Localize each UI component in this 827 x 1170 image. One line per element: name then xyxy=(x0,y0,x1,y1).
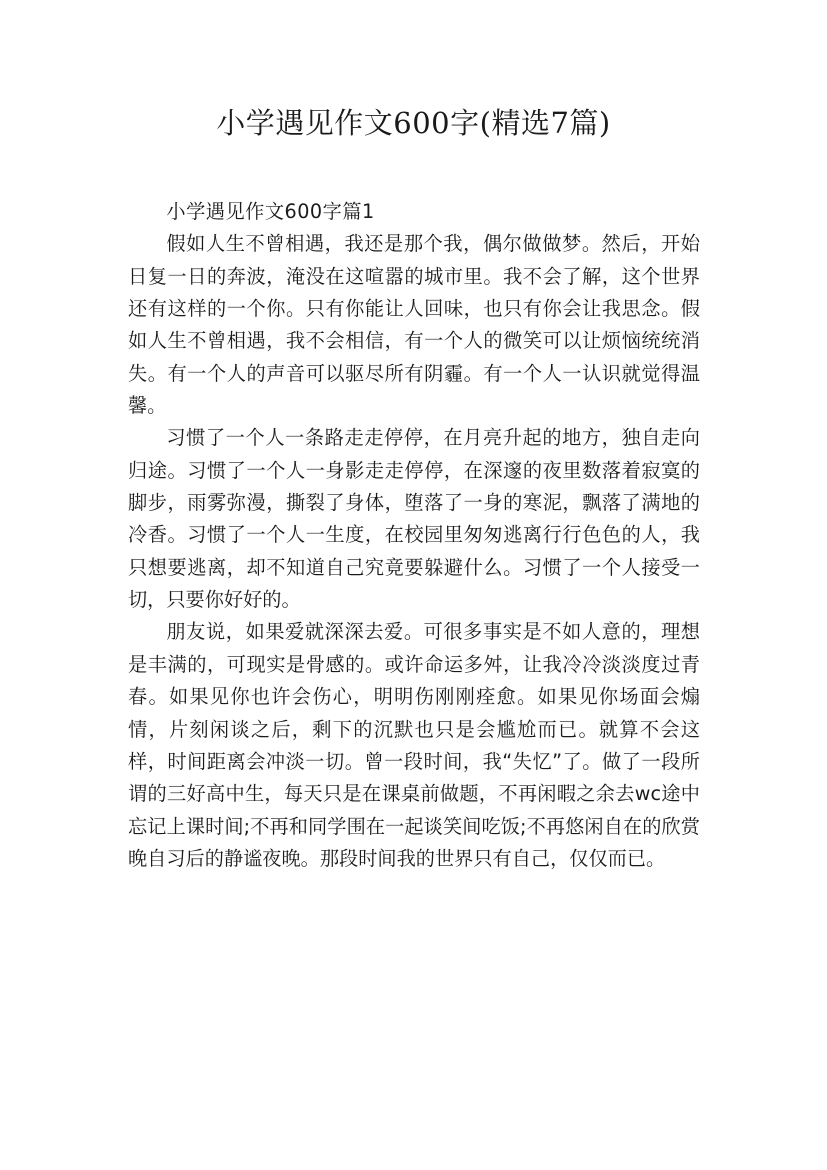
paragraph-2: 习惯了一个人一条路走走停停，在月亮升起的地方，独自走向归途。习惯了一个人一身影走走停停，在深邃的夜里数落着寂寞的脚步，雨雾弥漫，撕裂了身体，堕落了一身的寒泥，飘落了满地的冷香。习惯了一个人一生度，在校园里匆匆逃离行行色色的人，我只想要逃离，却不知道自己究竟要躲避什么。习惯了一个人接受一切，只要你好好的。 xyxy=(128,426,700,612)
section-heading: 小学遇见作文600字篇1 xyxy=(166,200,375,223)
document-body xyxy=(128,196,700,875)
document-title: 小学遇见作文600字(精选7篇) xyxy=(216,106,611,140)
paragraph-3: 朋友说，如果爱就深深去爱。可很多事实是不如人意的，理想是丰满的，可现实是骨感的。或许命运多舛，让我冷冷淡淡度过青春。如果见你也许会伤心，明明伤刚刚痊愈。如果见你场面会煽情，片刻闲谈之后，剩下的沉默也只是会尴尬而已。就算不会这样，时间距离会冲淡一切。曾一段时间，我“失忆”了。做了一段所谓的三好高中生，每天只是在课桌前做题，不再闲暇之余去wc途中忘记上课时间;不再和同学围在一起谈笑间吃饭;不再悠闲自在的欣赏晚自习后的静谧夜晚。那段时间我的世界只有自己，仅仅而已。 xyxy=(128,620,700,870)
paragraph-1: 假如人生不曾相遇，我还是那个我，偶尔做做梦。然后，开始日复一日的奔波，淹没在这喧嚣的城市里。我不会了解，这个世界还有这样的一个你。只有你能让人回味，也只有你会让我思念。假如人生不曾相遇，我不会相信，有一个人的微笑可以让烦恼统统消失。有一个人的声音可以驱尽所有阴霾。有一个人一认识就觉得温馨。 xyxy=(128,232,700,418)
